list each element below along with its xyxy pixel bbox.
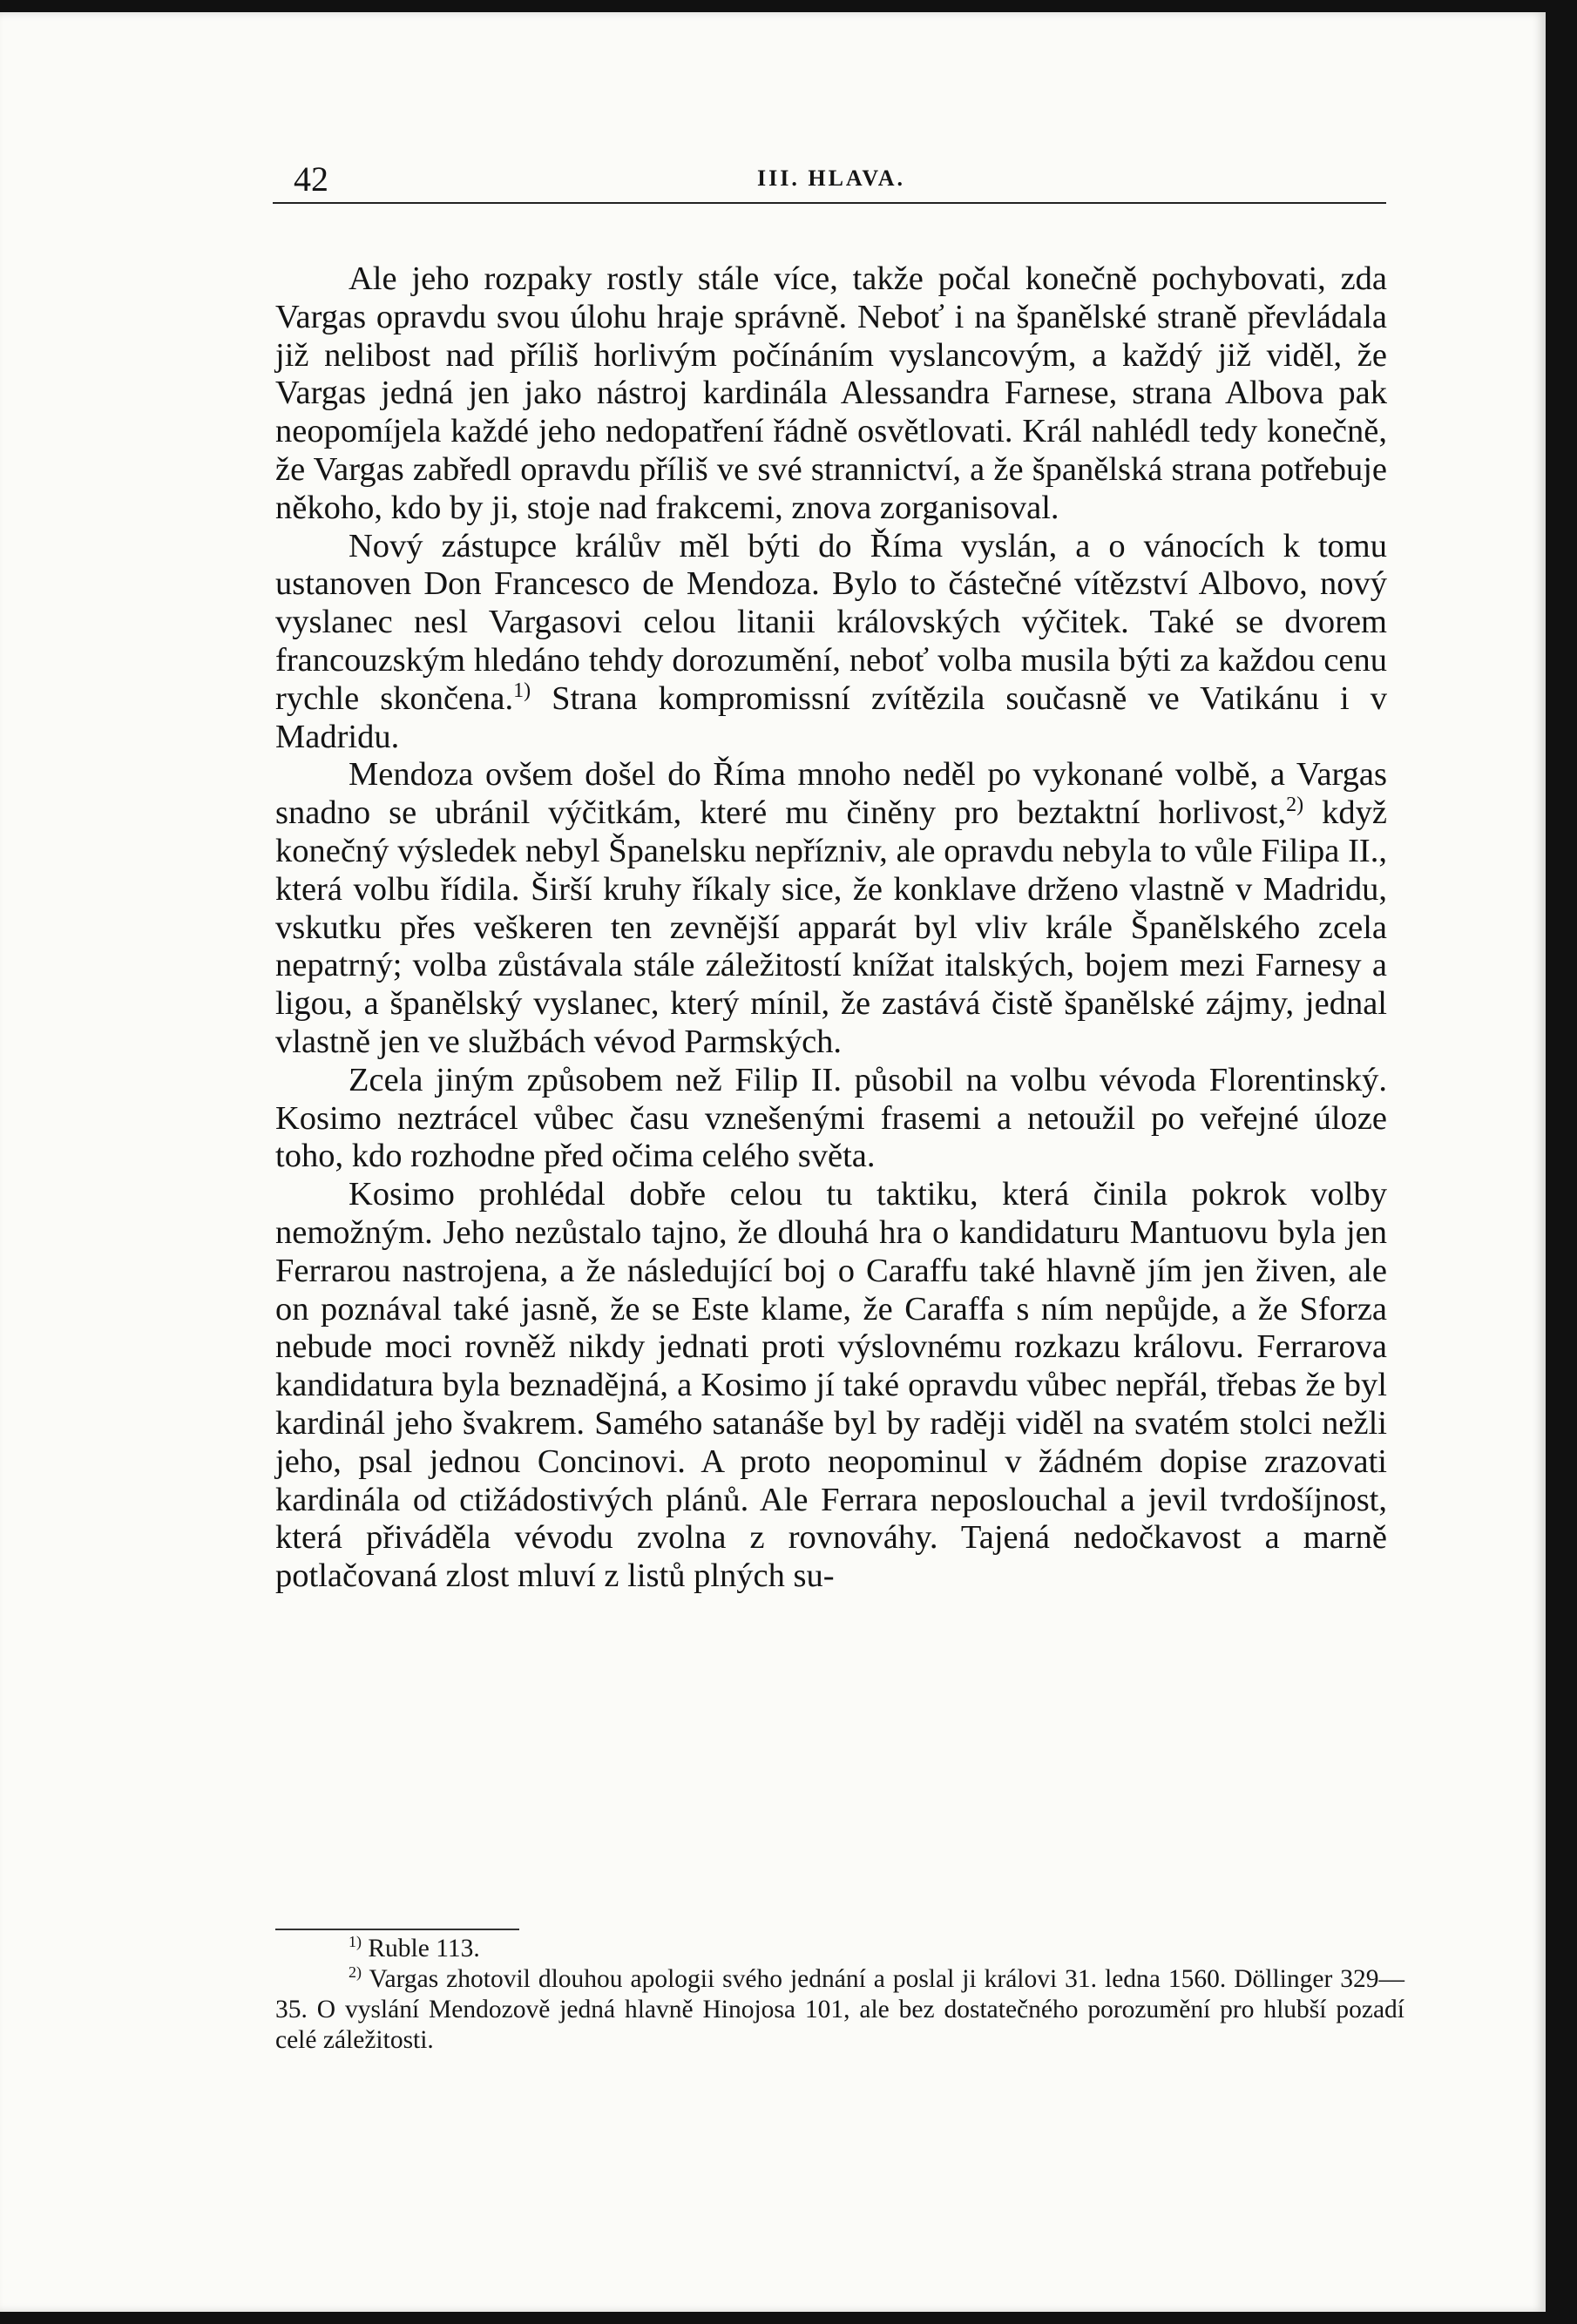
paragraph-text: Zcela jiným způsobem než Filip II. působil na volbu vévoda Florentinský. Kosimo neztrácel vůbec času vznešenými frasemi a netoužil po veřejné úloze toho, kdo rozhodne před očima celého světa. [275, 1061, 1387, 1175]
page-header [273, 150, 1386, 204]
paragraph-text: Ale jeho rozpaky rostly stále více, takže počal konečně pochybovati, zda Vargas opravdu svou úlohu hraje správně. Neboť i na španělské straně převládala již nelibost nad příliš horlivým počínáním vyslancovým, a každý již viděl, že Vargas jedná jen jako nástroj kardinála Alessandra Farnese, strana Albova pak neopomíjela každé jeho nedopatření řádně osvětlovati. Král nahlédl tedy konečně, že Vargas zabředl opravdu příliš ve své strannictví, a že španělská strana potřebuje někoho, kdo by ji, stoje nad frakcemi, znova zorganisoval. [275, 260, 1387, 526]
paragraph [275, 528, 1387, 757]
footnote-divider [275, 1929, 519, 1930]
paragraph [275, 1062, 1387, 1176]
paragraph-text: Nový zástupce králův měl býti do Říma vyslán, a o vánocích k tomu ustanoven Don Francesco de Mendoza. Bylo to částečné vítězství Albovo, nový vyslanec nesl Vargasovi celou litanii královských výčitek. Také se dvorem francouzským hledáno tehdy dorozumění, neboť volba musila býti za každou cenu rychle skončena. [275, 527, 1387, 717]
footnote [275, 1964, 1404, 2056]
paragraph-text-continued: Strana kompromissní zvítězila současně ve Vatikánu i v Madridu. [275, 679, 1387, 755]
paragraph-text-continued: když konečný výsledek nebyl Španelsku nepřízniv, ale opravdu nebyla to vůle Filipa II., která volbu řídila. Širší kruhy říkaly sice, že konklave drženo vlastně v Madridu, vskutku přes veškeren ten zevnější apparát byl vliv krále Španělského zcela nepatrný; volba zůstávala stále záležitostí knížat italských, bojem mezi Farnesy a ligou, a španělský vyslanec, který mínil, že zastává čistě španělské zájmy, jednal vlastně jen ve službách vévod Parmských. [275, 794, 1387, 1060]
footnote-text: Ruble 113. [362, 1935, 480, 1963]
running-head: III. HLAVA. [757, 166, 906, 191]
paragraph-text: Kosimo prohlédal dobře celou tu taktiku, která činila pokrok volby nemožným. Jeho nezůstalo tajno, že dlouhá hra o kandidaturu Mantuovu byla jen Ferrarou nastrojena, a že následující boj o Caraffu také hlavně jím jen živen, ale on poznával také jasně, že se Este klame, že Caraffa s ním nepůjde, a že Sforza nebude moci rovněž nikdy jednati proti výslovnému rozkazu královu. Ferrarova kandidatura byla beznadějná, a Kosimo jí také opravdu vůbec nepřál, třebas že byl kardinál jeho švakrem. Samého satanáše byl by raději viděl na svatém stolci nežli jeho, psal jednou Concinovi. A proto neopominul v žádném dopise zrazovati kardinála od ctižádostivých plánů. Ale Ferrara neposlouchal a jevil tvrdošíjnost, která přiváděla vévodu zvolna z rovnováhy. Tajená nedočkavost a marně potlačovaná zlost mluví z listů plných su- [275, 1176, 1387, 1595]
paragraph [275, 756, 1387, 1061]
footnotes [275, 1934, 1404, 2056]
body-text [275, 260, 1387, 1596]
paragraph [275, 1176, 1387, 1596]
footnote-mark: 1) [349, 1933, 362, 1951]
footnote-reference: 1) [513, 679, 531, 702]
paragraph [275, 260, 1387, 528]
page-number: 42 [294, 159, 328, 199]
footnote-reference: 2) [1286, 794, 1304, 817]
footnote-text: Vargas zhotovil dlouhou apologii svého jednání a poslal ji královi 31. ledna 1560. Döllinger 329—35. O vyslání Mendozově jedná hlavně Hinojosa 101, ale bez dostatečného porozumění pro hlubší pozadí celé záležitosti. [275, 1965, 1404, 2054]
paragraph-text: Mendoza ovšem došel do Říma mnoho neděl po vykonané volbě, a Vargas snadno se ubránil výčitkám, které mu činěny pro beztaktní horlivost, [275, 756, 1387, 832]
footnote [275, 1934, 1404, 1964]
book-page [0, 12, 1546, 2312]
footnote-mark: 2) [349, 1963, 362, 1982]
